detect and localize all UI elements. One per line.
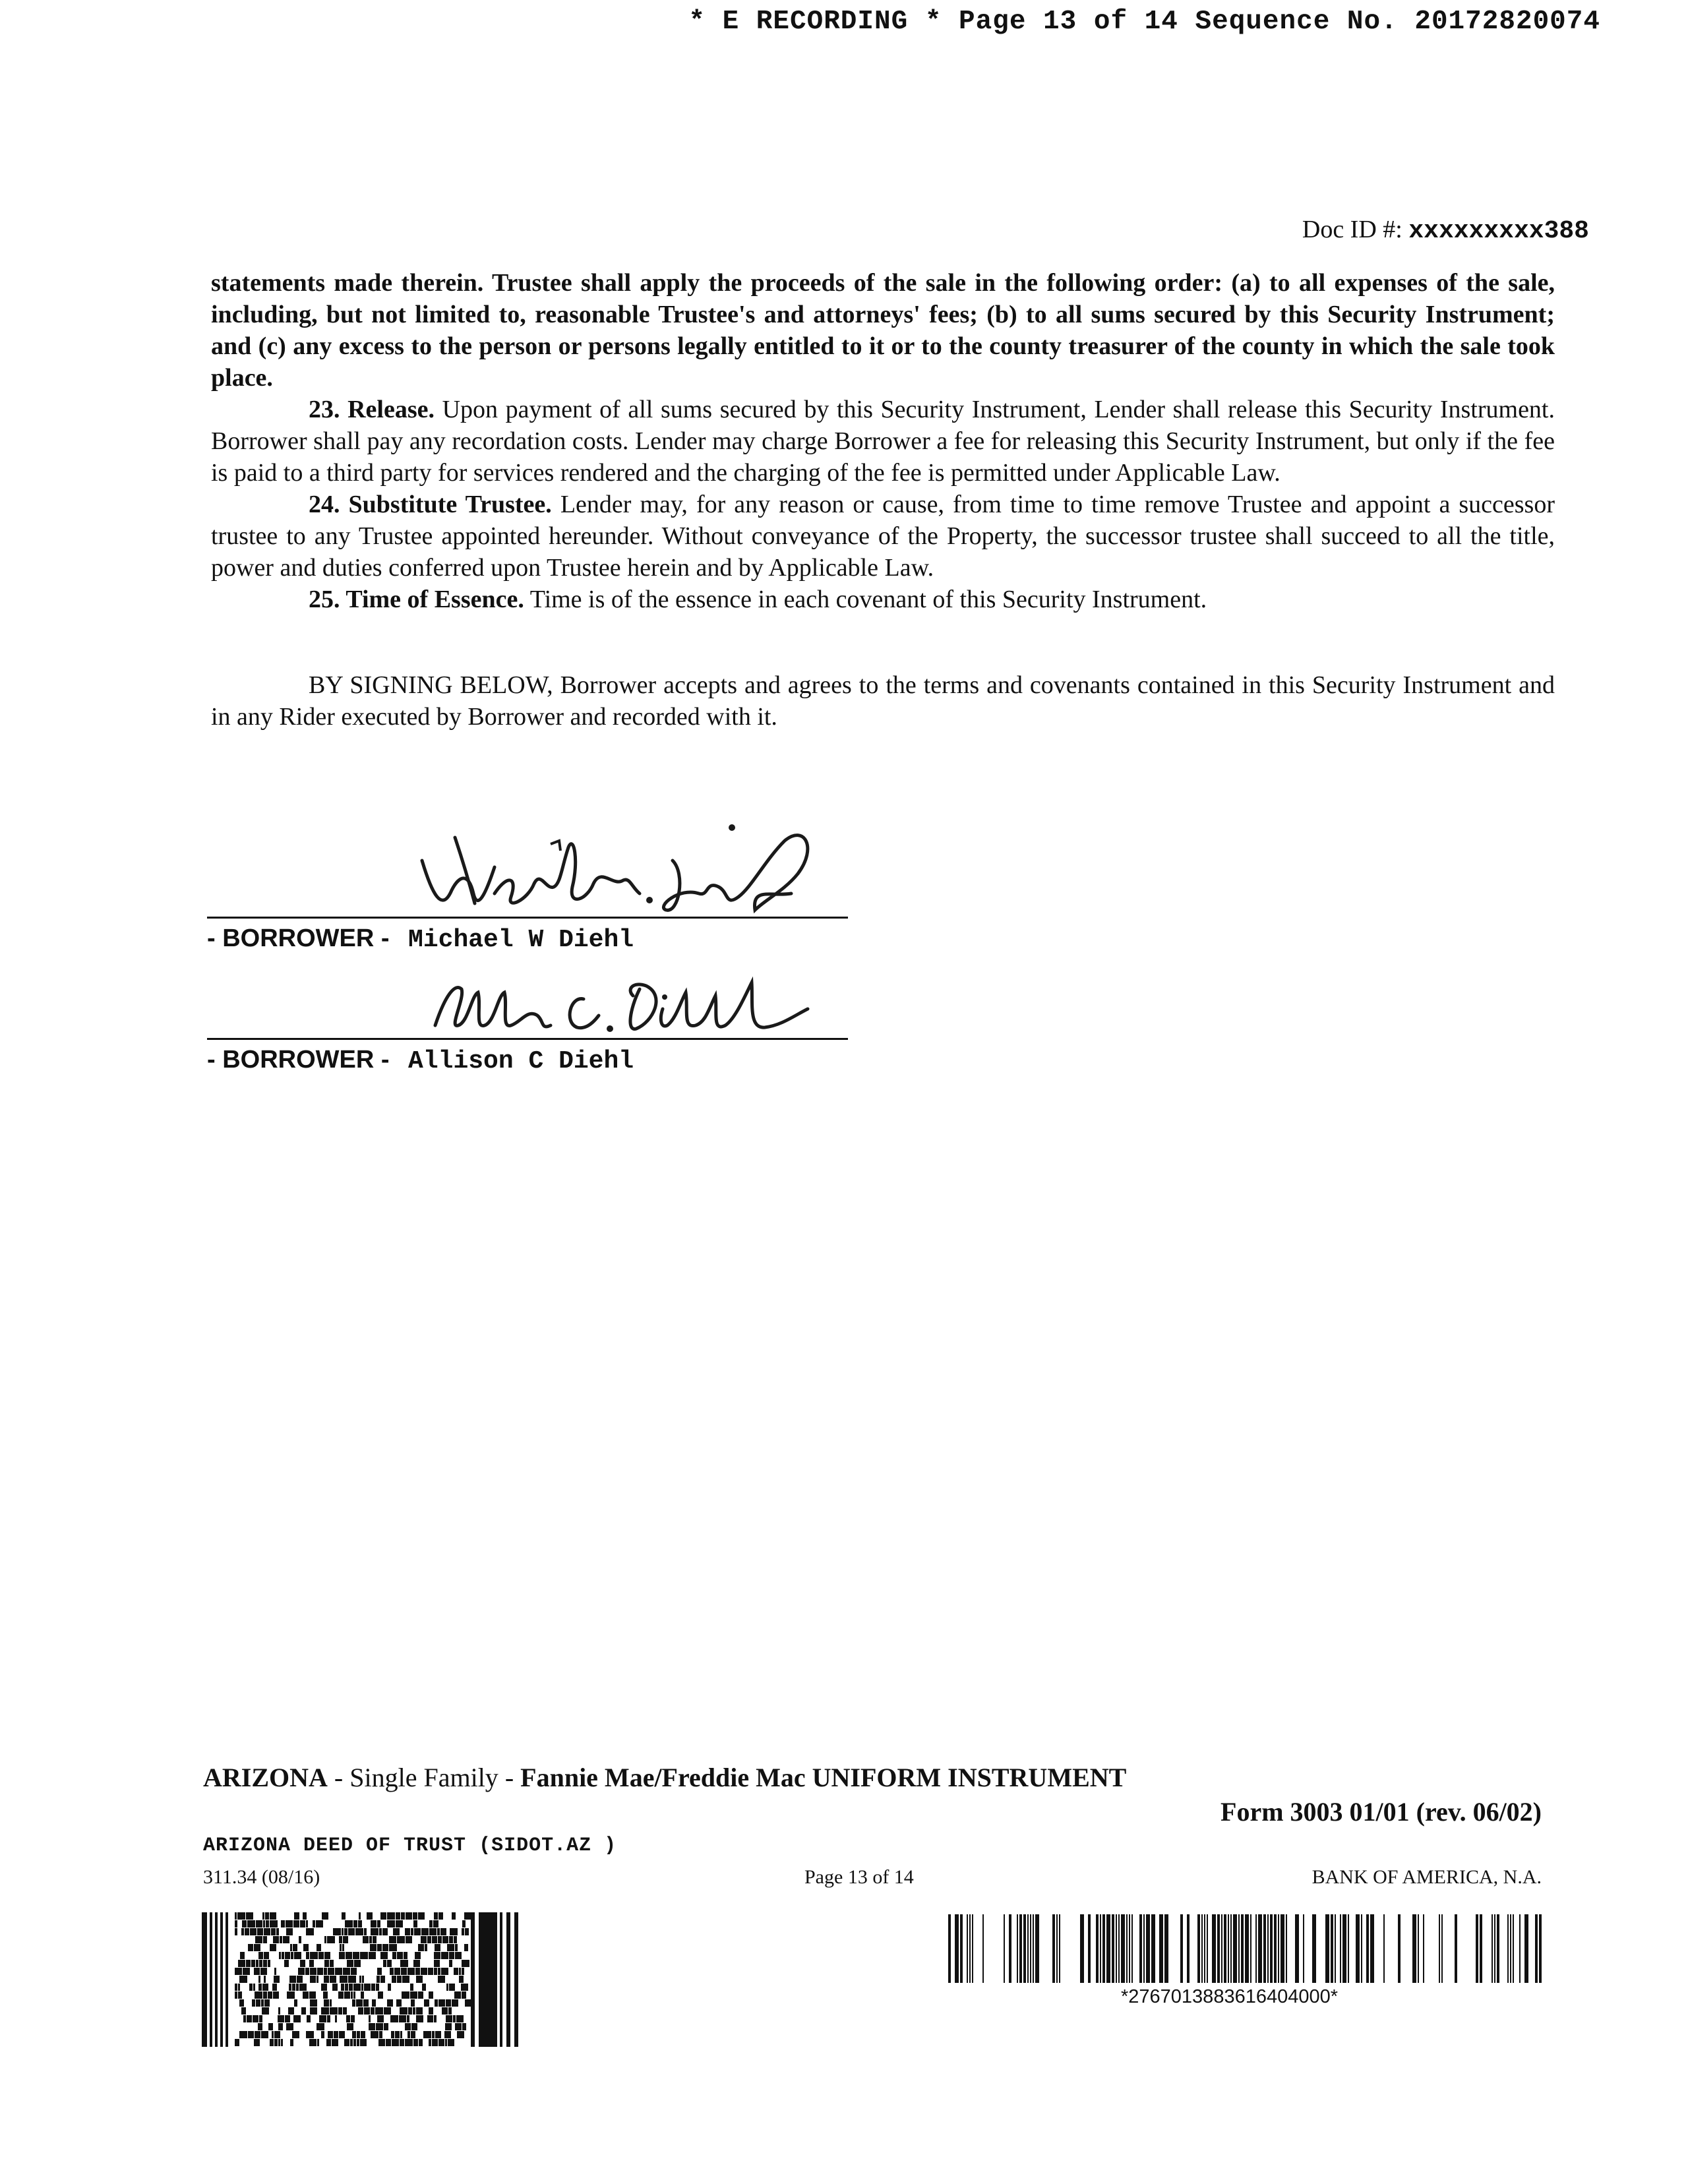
section-heading: 23. Release.	[309, 396, 435, 423]
document-body	[211, 267, 1555, 733]
signer-name: Michael W Diehl	[408, 926, 634, 954]
borrower-signature-block	[207, 1045, 634, 1076]
lender-name: BANK OF AMERICA, N.A.	[1311, 1866, 1542, 1888]
section-release	[211, 394, 1555, 489]
pdf417-barcode-icon	[202, 1912, 521, 2047]
section-text: Upon payment of all sums secured by this Security Instrument, Lender shall release this Security Instrument. Borrower shall pay any recordation costs. Lender may charge Borrower a fee for releasing this Security Instrument, but only if the fee is paid to a third party for services rendered and the charging of the fee is permitted under Applicable Law.	[211, 396, 1555, 487]
borrower-signature-block	[207, 924, 634, 954]
section-heading: 24. Substitute Trustee.	[309, 491, 552, 518]
footer-instrument-line	[203, 1762, 1126, 1793]
doc-id	[1302, 215, 1589, 245]
recording-header: * E RECORDING * Page 13 of 14 Sequence No. 20172820074	[688, 7, 1600, 37]
form-number: Form 3003 01/01 (rev. 06/02)	[1221, 1797, 1542, 1827]
footer-separator: -	[498, 1763, 521, 1792]
signing-statement: BY SIGNING BELOW, Borrower accepts and agrees to the terms and covenants contained in this Security Instrument and in any Rider executed by Borrower and recorded with it.	[211, 671, 1555, 731]
barcode-number: *2767013883616404000*	[1121, 1986, 1339, 2007]
signer-role: - BORROWER -	[207, 925, 390, 952]
form-code: 311.34 (08/16)	[203, 1866, 320, 1888]
doc-id-label: Doc ID #:	[1302, 216, 1402, 243]
section-substitute-trustee	[211, 489, 1555, 584]
signature-line	[207, 1038, 848, 1040]
continuation-paragraph: statements made therein. Trustee shall apply the proceeds of the sale in the following order: (a) to all expenses of the sale, including, but not limited to, reasonable Trustee's and attorneys' fees; (b) to all sums secured by this Security Instrument; and (c) any excess to the person or persons legally entitled to it or to the county treasurer of the county in which the sale took place.	[211, 269, 1555, 392]
footer-instrument: Fannie Mae/Freddie Mac UNIFORM INSTRUMENT	[520, 1763, 1127, 1792]
signature-line	[207, 917, 848, 919]
signer-name: Allison C Diehl	[408, 1047, 634, 1076]
page-number: Page 13 of 14	[804, 1866, 914, 1888]
footer-state: ARIZONA	[203, 1763, 328, 1792]
doc-id-value: xxxxxxxxx388	[1408, 217, 1589, 245]
signature-allison-diehl	[422, 969, 818, 1042]
footer-family-type: Single Family	[349, 1763, 498, 1792]
section-time-of-essence	[211, 584, 1555, 615]
section-text: Time is of the essence in each covenant of this Security Instrument.	[529, 586, 1207, 613]
form-title: ARIZONA DEED OF TRUST (SIDOT.AZ )	[203, 1835, 617, 1857]
footer-separator: -	[327, 1763, 350, 1792]
section-heading: 25. Time of Essence.	[309, 586, 524, 613]
signer-role: - BORROWER -	[207, 1046, 390, 1074]
section-text: Lender may, for any reason or cause, from time to time remove Trustee and appoint a successor trustee to any Trustee appointed hereunder. Without conveyance of the Property, the successor trustee shall succeed to all the title, power and duties conferred upon Trustee herein and by Applicable Law.	[211, 491, 1555, 582]
linear-barcode-icon	[948, 1914, 1544, 1983]
